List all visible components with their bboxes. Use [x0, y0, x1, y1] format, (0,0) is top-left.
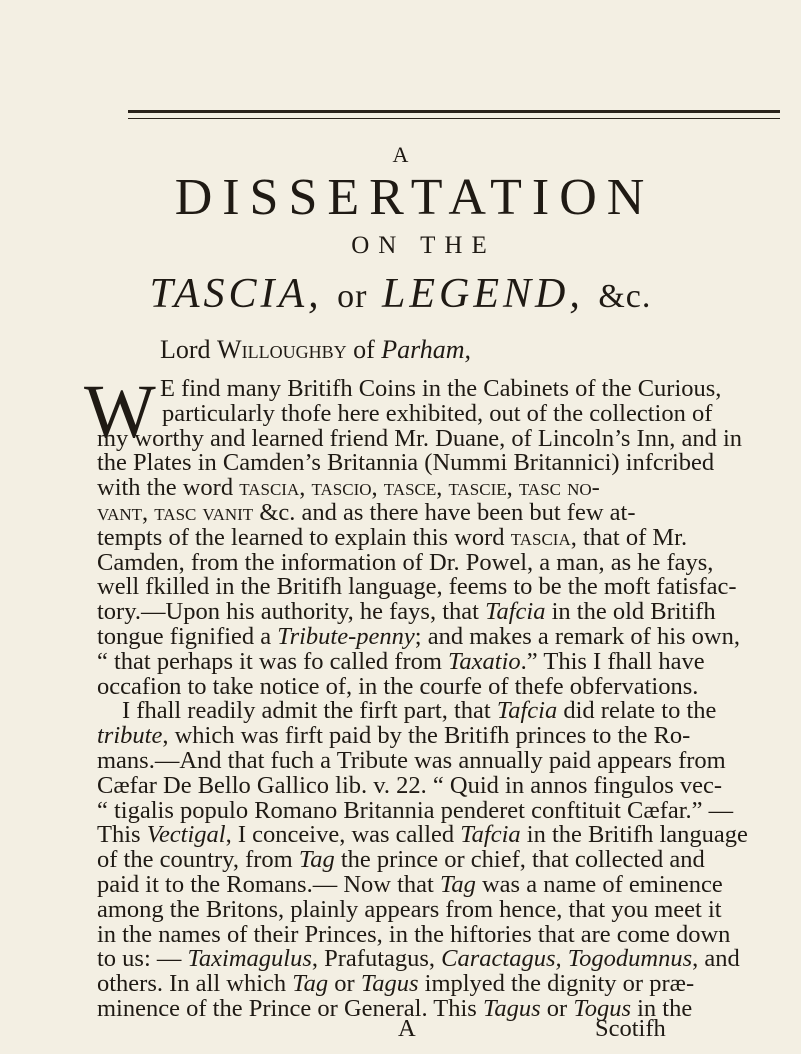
text-run: in the names of their Princes, in the hiftories that are come down: [97, 920, 731, 948]
text-run: &c. and as there have been but few at-: [253, 499, 636, 526]
text-run: tascia, tascio, tasce, tascie, tasc no-: [239, 474, 600, 502]
text-run: minence of the Prince or General. This: [97, 995, 483, 1022]
salutation-place: Parham,: [381, 335, 472, 364]
text-run: particularly thofe here exhibited, out of the collection of: [162, 399, 713, 427]
text-run: , Prafutagus,: [311, 945, 442, 973]
text-run: among the Britons, plainly appears from hence, that you meet it: [97, 895, 722, 923]
text-run: Tafcia: [496, 697, 558, 725]
heading-article: A: [392, 142, 409, 167]
page-title: DISSERTATION: [174, 169, 655, 226]
text-run: my worthy and learned friend Mr. Duane, of Lincoln’s Inn, and in: [97, 424, 743, 452]
text-run: Taximagulus: [187, 945, 312, 973]
text-run: .” This I fhall have: [520, 647, 705, 675]
text-run: “ that perhaps it was fo called from: [97, 647, 449, 675]
text-run: in the: [631, 995, 693, 1022]
text-run: with the word: [97, 474, 240, 502]
text-line: [97, 994, 775, 1024]
text-run: of the country, from: [97, 846, 299, 874]
text-run: Tag: [292, 970, 329, 998]
subtitle-word: TASCIA,: [149, 271, 323, 317]
text-run: , I conceive, was called: [225, 821, 461, 849]
text-run: was a name of eminence: [475, 871, 723, 898]
text-run: Camden, from the information of Dr. Powel, a man, as he fays,: [97, 548, 714, 576]
text-run: or: [540, 995, 574, 1022]
subtitle-or: or: [337, 278, 368, 315]
text-run: others. In all which: [97, 970, 293, 998]
subtitle: [0, 270, 801, 318]
text-run: tribute: [97, 722, 163, 750]
text-run: E find many Britifh Coins in the Cabinets of the Curious,: [160, 375, 722, 402]
text-run: in the old Britifh: [545, 598, 716, 626]
text-run: paid it to the Romans.— Now that: [97, 871, 440, 898]
text-run: Vectigal: [146, 821, 226, 849]
text-run: Tag: [439, 871, 476, 898]
text-run: well fkilled in the Britifh language, feems to be the moft fatisfac-: [97, 573, 737, 601]
text-run: the Plates in Camden’s Britannia (Nummi Britannici) infcribed: [97, 449, 715, 477]
text-run: tory.—Upon his authority, he fays, that: [97, 598, 486, 626]
text-run: implyed the dignity or præ-: [418, 970, 695, 998]
text-run: tongue fignified a: [97, 623, 278, 650]
text-run: occafion to take notice of, in the courfe of thefe obfervations.: [97, 672, 699, 700]
salutation-of: of: [353, 335, 375, 364]
text-run: mans.—And that fuch a Tribute was annually paid appears from: [97, 747, 726, 774]
text-run: “ tigalis populo Romano Britannia penderet conftituit Cæfar.” —: [97, 796, 734, 824]
text-run: the prince or chief, that collected and: [334, 846, 705, 874]
subtitle-rest: LEGEND,: [381, 271, 584, 317]
text-run: Tafcia: [460, 821, 521, 849]
text-run: did relate to the: [557, 697, 717, 725]
salutation-prefix: Lord: [160, 335, 211, 364]
text-run: ; and makes a remark of his own,: [414, 623, 740, 650]
salutation: [160, 335, 471, 365]
salutation-name: Willoughby: [217, 335, 347, 364]
text-run: in the Britifh language: [520, 821, 748, 849]
text-run: Togus: [573, 995, 631, 1022]
drop-cap: W: [84, 370, 156, 454]
text-run: , that of Mr.: [570, 523, 688, 551]
top-rule-thin: [128, 118, 780, 119]
text-run: or: [328, 970, 361, 998]
signature-mark: A: [398, 1015, 416, 1042]
text-run: vant, tasc vanit: [97, 499, 254, 526]
top-rule: [128, 110, 780, 113]
text-run: Tafcia: [485, 598, 546, 626]
text-run: I fhall readily admit the firft part, that: [122, 697, 497, 725]
text-run: Tribute-penny: [277, 623, 415, 650]
text-run: tempts of the learned to explain this word: [97, 523, 511, 551]
text-run: Tagus: [482, 995, 541, 1022]
text-run: Tagus: [360, 970, 419, 998]
text-run: , which was firft paid by the Britifh princes to the Ro-: [162, 722, 691, 750]
subtitle-etc: &c.: [598, 278, 652, 315]
text-run: tascia: [510, 523, 571, 551]
text-run: to us: —: [97, 945, 188, 973]
text-run: Tag: [298, 846, 335, 874]
text-run: Taxatio: [448, 647, 521, 675]
text-run: Caractagus, Togodumnus: [441, 945, 693, 973]
text-run: , and: [692, 945, 740, 973]
text-run: Cæfar De Bello Gallico lib. v. 22. “ Quid in annos fingulos vec-: [97, 771, 723, 799]
catchword: Scotifh: [595, 1015, 666, 1042]
text-run: This: [97, 821, 147, 849]
heading-on-the: ON THE: [351, 232, 496, 259]
